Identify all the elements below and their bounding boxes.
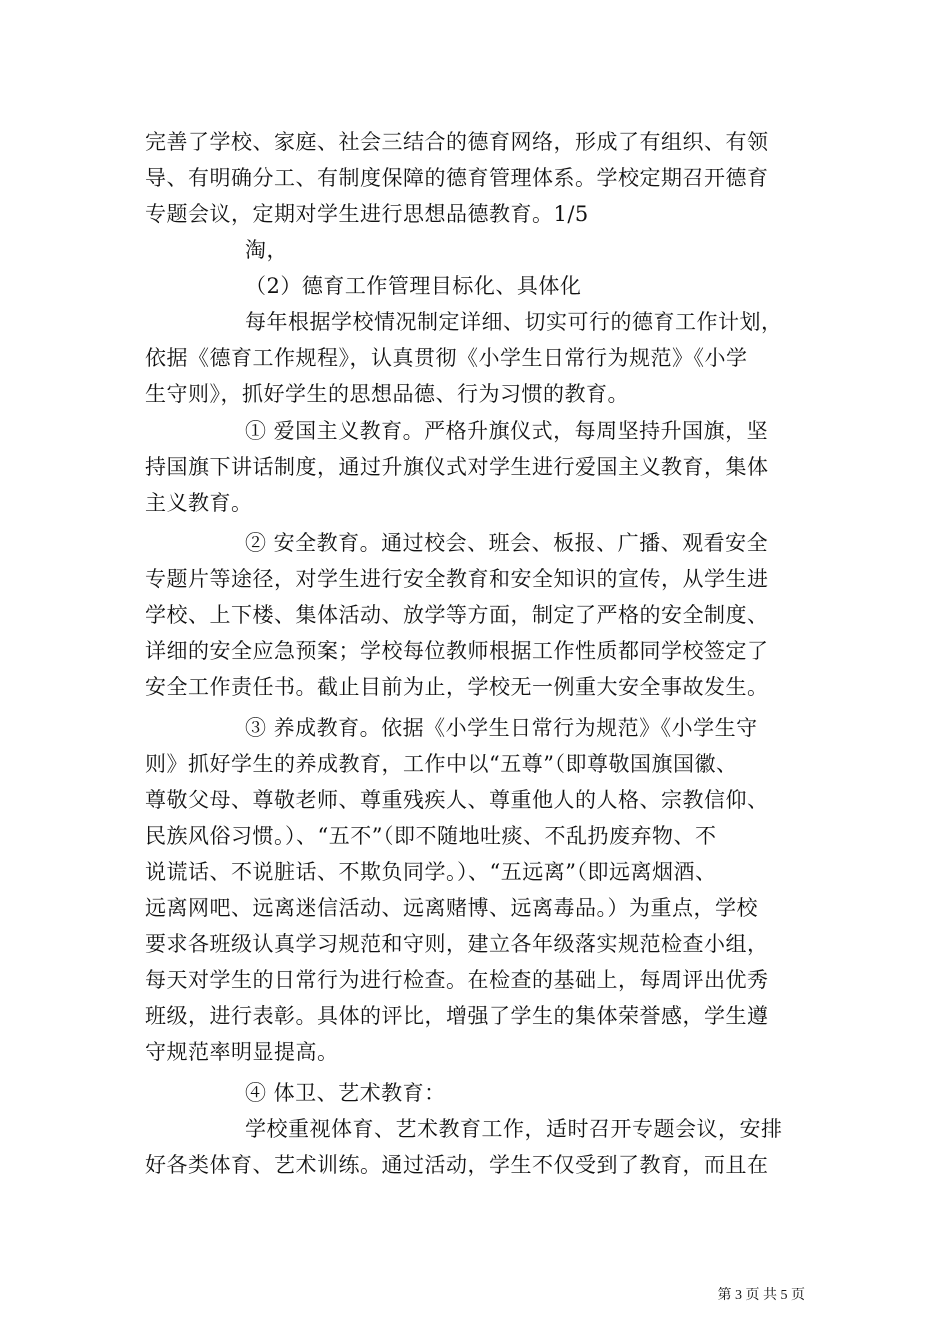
text-line-13: 专题片等途径，对学生进行安全教育和安全知识的宣传，从学生进: [145, 567, 769, 591]
text-line-28: 学校重视体育、艺术教育工作，适时召开专题会议，安排: [245, 1117, 783, 1141]
text-line-4: 淘，: [245, 238, 288, 262]
text-line-25: 班级，进行表彰。具体的评比，增强了学生的集体荣誉感，学生遵: [145, 1004, 769, 1028]
text-line-20: 民族风俗习惯。）、“五不”（即不随地吐痰、不乱扔废弃物、不: [145, 824, 717, 848]
text-line-11: 主义教育。: [145, 491, 253, 515]
text-line-8: 生守则》，抓好学生的思想品德、行为习惯的教育。: [145, 382, 629, 406]
text-line-18: 则》抓好学生的养成教育，工作中以“五尊”（即尊敬国旗国徽、: [145, 752, 738, 776]
text-line-22: 远离网吧、远离迷信活动、远离赌博、远离毒品。）为重点，学校: [145, 896, 758, 920]
section-heading: （2）德育工作管理目标化、具体化: [245, 274, 582, 298]
text-line-3: 专题会议，定期对学生进行思想品德教育。1/5: [145, 202, 589, 226]
text-line-26: 守规范率明显提高。: [145, 1040, 339, 1064]
text-line-21: 说谎话、不说脏话、不欺负同学。）、“五远离”（即远离烟酒、: [145, 860, 717, 884]
text-line-29: 好各类体育、艺术训练。通过活动，学生不仅受到了教育，而且在: [145, 1153, 769, 1177]
text-line-9: ① 爱国主义教育。严格升旗仪式，每周坚持升国旗，坚: [245, 419, 769, 443]
text-line-12: ② 安全教育。通过校会、班会、板报、广播、观看安全: [245, 531, 769, 555]
text-line-27: ④ 体卫、艺术教育：: [245, 1081, 446, 1105]
text-line-6: 每年根据学校情况制定详细、切实可行的德育工作计划，: [245, 310, 783, 334]
text-line-23: 要求各班级认真学习规范和守则，建立各年级落实规范检查小组，: [145, 932, 769, 956]
text-line-2: 导、有明确分工、有制度保障的德育管理体系。学校定期召开德育: [145, 166, 769, 190]
text-line-19: 尊敬父母、尊敬老师、尊重残疾人、尊重他人的人格、宗教信仰、: [145, 788, 769, 812]
text-line-17: ③ 养成教育。依据《小学生日常行为规范》《小学生守: [245, 716, 758, 740]
text-line-16: 安全工作责任书。截止目前为止，学校无一例重大安全事故发生。: [145, 675, 769, 699]
text-line-15: 详细的安全应急预案；学校每位教师根据工作性质都同学校签定了: [145, 639, 769, 663]
text-line-7: 依据《德育工作规程》，认真贯彻《小学生日常行为规范》《小学: [145, 346, 748, 370]
text-line-10: 持国旗下讲话制度，通过升旗仪式对学生进行爱国主义教育，集体: [145, 455, 769, 479]
text-line-1: 完善了学校、家庭、社会三结合的德育网络，形成了有组织、有领: [145, 130, 769, 154]
page-number-footer: 第 3 页 共 5 页: [717, 1288, 805, 1303]
text-line-24: 每天对学生的日常行为进行检查。在检查的基础上，每周评出优秀: [145, 968, 769, 992]
text-line-14: 学校、上下楼、集体活动、放学等方面，制定了严格的安全制度、: [145, 603, 769, 627]
